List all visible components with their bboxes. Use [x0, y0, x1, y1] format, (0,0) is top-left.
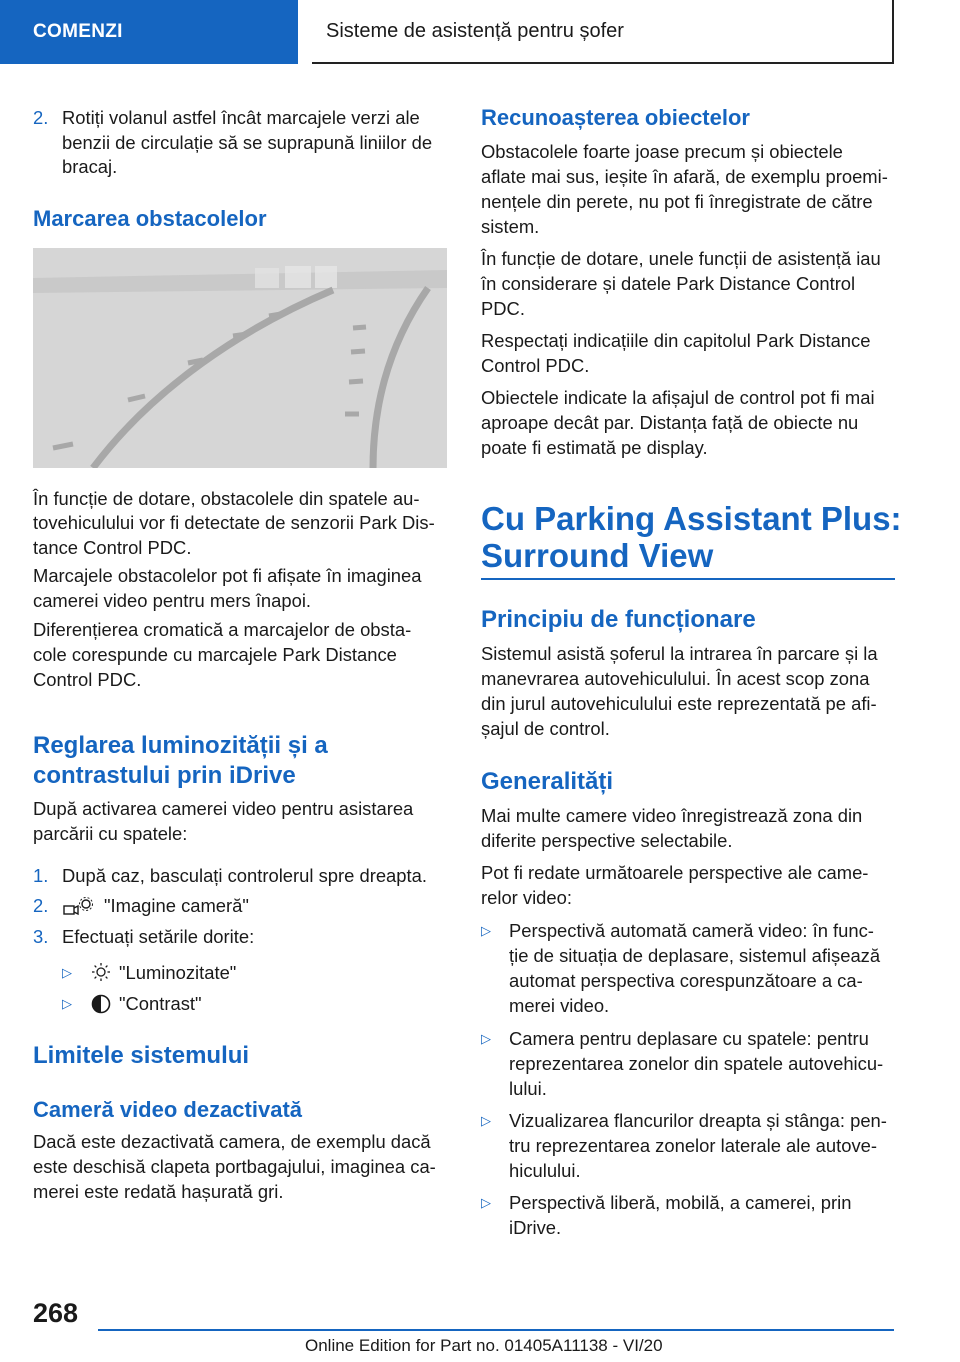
body-text: nențele din perete, nu pot fi înregistrate de către	[481, 191, 873, 212]
step-number: 2.	[33, 895, 49, 916]
bullet-text: Camera pentru deplasare cu spatele: pentru	[509, 1028, 869, 1049]
body-text: tance Control PDC.	[33, 537, 192, 558]
bullet-text: "Luminozitate"	[119, 962, 237, 983]
heading-parking-assistant: Cu Parking Assistant Plus:	[481, 500, 902, 537]
body-text: Mai multe camere video înregistrează zona din	[481, 805, 863, 826]
heading-surround-view: Surround View	[481, 537, 714, 574]
body-text: cole corespunde cu marcajele Park Distance	[33, 644, 397, 665]
body-text: PDC.	[481, 298, 525, 319]
body-text: sistem.	[481, 216, 540, 237]
body-text: Respectați indicațiile din capitolul Park Distance	[481, 330, 871, 351]
bullet-text: lului.	[509, 1078, 547, 1099]
body-text: Diferențierea cromatică a marcajelor de obsta-	[33, 619, 412, 640]
heading-limitele: Limitele sistemului	[33, 1042, 250, 1069]
heading-camera: Cameră video dezactivată	[33, 1097, 303, 1122]
body-text: În funcție de dotare, obstacolele din spatele au-	[33, 488, 420, 509]
bullet-text: iDrive.	[509, 1217, 562, 1238]
step-number: 2.	[33, 107, 49, 128]
heading-recunoasterea: Recunoașterea obiectelor	[481, 105, 750, 130]
obstacle-marking-figure	[33, 248, 447, 468]
step-text: benzii de circulație să se suprapună liniilor de	[62, 132, 433, 153]
step-number: 3.	[33, 926, 49, 947]
body-text: În funcție de dotare, unele funcții de asistență iau	[481, 248, 881, 269]
body-text: Obstacolele foarte joase precum și obiectele	[481, 141, 843, 162]
body-text: în considerare și datele Park Distance Control	[481, 273, 856, 294]
section-tab	[0, 0, 298, 64]
bullet-text: merei video.	[509, 995, 610, 1016]
page-number: 268	[33, 1298, 79, 1328]
chapter-header	[312, 0, 894, 64]
footer-rule	[98, 1329, 894, 1331]
contrast-icon	[90, 993, 112, 1015]
section-title: COMENZI	[33, 21, 123, 42]
body-text: poate fi estimată pe display.	[481, 437, 708, 458]
body-text: diferite perspective selectabile.	[481, 830, 733, 851]
heading-reglarea-cont: contrastului prin iDrive	[33, 762, 296, 789]
body-text: șajul de control.	[481, 718, 610, 739]
step-text: Rotiți volanul astfel încât marcajele verzi ale	[62, 107, 420, 128]
step-number: 1.	[33, 865, 49, 886]
bullet-text: Perspectivă automată cameră video: în func-	[509, 920, 874, 941]
bullet-triangle-icon: ▷	[481, 1195, 491, 1210]
body-text: este deschisă clapeta portbagajului, imaginea ca-	[33, 1156, 436, 1177]
body-text: merei este redată hașurată gri.	[33, 1181, 284, 1202]
heading-generalitati: Generalități	[481, 768, 614, 795]
bullet-triangle-icon: ▷	[62, 996, 72, 1011]
heading-marcarea: Marcarea obstacolelor	[33, 206, 267, 231]
camera-settings-icon	[62, 896, 96, 918]
bullet-text: hiculului.	[509, 1160, 581, 1181]
bullet-text: Vizualizarea flancurilor dreapta și stânga: pen-	[509, 1110, 887, 1131]
step-text: După caz, basculați controlerul spre dreapta.	[62, 865, 427, 886]
body-text: manevrarea autovehiculului. În acest scop zona	[481, 668, 870, 689]
bullet-text: "Contrast"	[119, 993, 202, 1014]
bullet-text: automat perspectiva corespunzătoare a ca-	[509, 970, 863, 991]
bullet-text: reprezentarea zonelor din spatele autovehicu-	[509, 1053, 884, 1074]
body-text: parcării cu spatele:	[33, 823, 188, 844]
body-text: tovehiculului vor fi detectate de senzorii Park Dis-	[33, 512, 435, 533]
body-text: Dacă este dezactivată camera, de exemplu dacă	[33, 1131, 431, 1152]
bullet-triangle-icon: ▷	[481, 1031, 491, 1046]
body-text: aproape decât par. Distanța față de obiecte nu	[481, 412, 859, 433]
body-text: Marcajele obstacolelor pot fi afișate în imaginea	[33, 565, 422, 586]
brightness-icon	[90, 961, 112, 983]
step-text: "Imagine cameră"	[104, 895, 249, 916]
body-text: din jurul autovehiculului este reprezentată pe afi-	[481, 693, 877, 714]
body-text: După activarea camerei video pentru asistarea	[33, 798, 414, 819]
bullet-triangle-icon: ▷	[481, 923, 491, 938]
step-text: Efectuați setările dorite:	[62, 926, 255, 947]
bullet-triangle-icon: ▷	[62, 965, 72, 980]
body-text: Control PDC.	[481, 355, 590, 376]
body-text: Pot fi redate următoarele perspective ale came-	[481, 862, 869, 883]
bullet-text: Perspectivă liberă, mobilă, a camerei, prin	[509, 1192, 852, 1213]
step-text: bracaj.	[62, 156, 118, 177]
body-text: relor video:	[481, 887, 572, 908]
heading-principiu: Principiu de funcționare	[481, 606, 756, 633]
body-text: Control PDC.	[33, 669, 142, 690]
edition-footer: Online Edition for Part no. 01405A11138 - VI/20	[305, 1336, 663, 1355]
heading-reglarea: Reglarea luminozității și a	[33, 732, 328, 759]
body-text: Sistemul asistă șoferul la intrarea în parcare și la	[481, 643, 878, 664]
body-text: Obiectele indicate la afișajul de control pot fi mai	[481, 387, 875, 408]
heading-rule	[481, 578, 895, 580]
bullet-text: tru reprezentarea zonelor laterale ale autove-	[509, 1135, 878, 1156]
body-text: aflate mai sus, ieșite în afară, de exemplu proemi-	[481, 166, 888, 187]
bullet-triangle-icon: ▷	[481, 1113, 491, 1128]
bullet-text: ție de situația de deplasare, sistemul afișează	[509, 945, 881, 966]
body-text: camerei video pentru mers înapoi.	[33, 590, 312, 611]
chapter-title: Sisteme de asistență pentru șofer	[326, 19, 624, 42]
